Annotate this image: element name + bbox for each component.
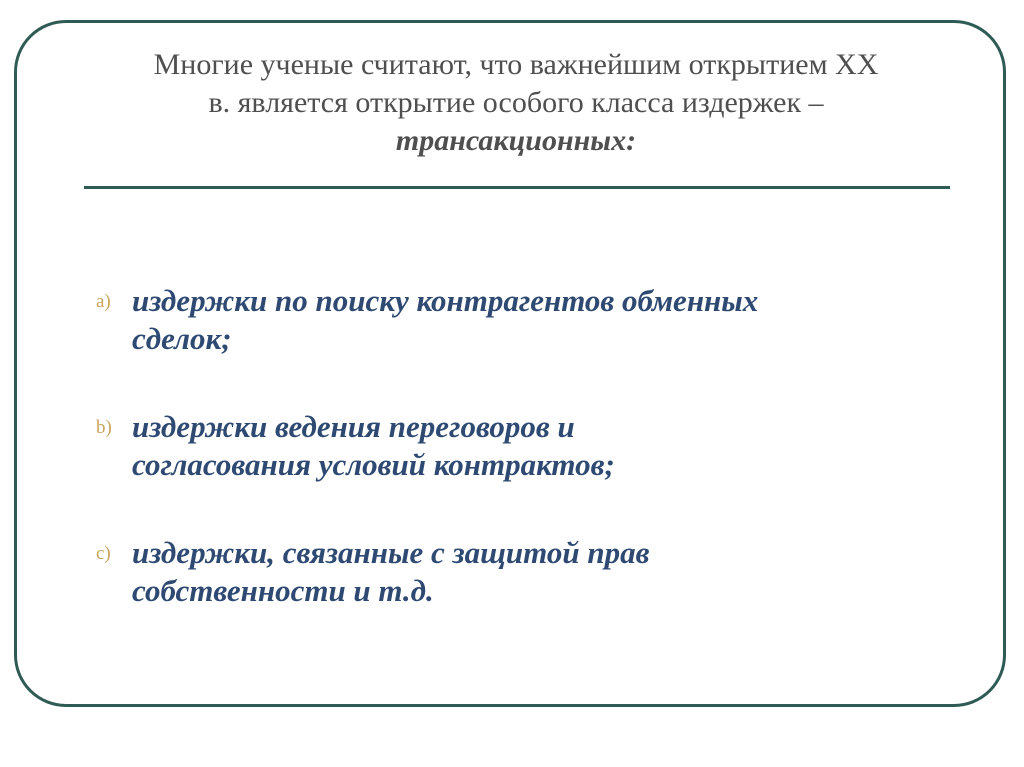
list-item-text (132, 408, 976, 484)
list-item-line: собственности и т.д. (132, 573, 434, 608)
list-item-line: издержки, связанные с защитой прав (132, 535, 650, 570)
list-item-line: издержки ведения переговоров и (132, 409, 575, 444)
item-list (96, 282, 976, 660)
title-line-1: Многие ученые считают, что важнейшим открытием XX (153, 48, 879, 81)
list-item (96, 534, 976, 610)
list-marker: c) (96, 543, 111, 564)
title-line-2: в. является открытие особого класса издержек – (208, 86, 824, 119)
list-marker: a) (96, 291, 111, 312)
list-item (96, 408, 976, 484)
slide-title (90, 46, 942, 160)
list-item-line: сделок; (132, 321, 232, 356)
list-item (96, 282, 976, 358)
list-marker: b) (96, 417, 112, 438)
list-item-text (132, 282, 976, 358)
list-item-line: издержки по поиску контрагентов обменных (132, 283, 759, 318)
list-item-line: согласования условий контрактов; (132, 447, 615, 482)
list-item-text (132, 534, 976, 610)
title-emphasis: трансакционных: (395, 124, 637, 157)
title-divider (84, 186, 950, 189)
